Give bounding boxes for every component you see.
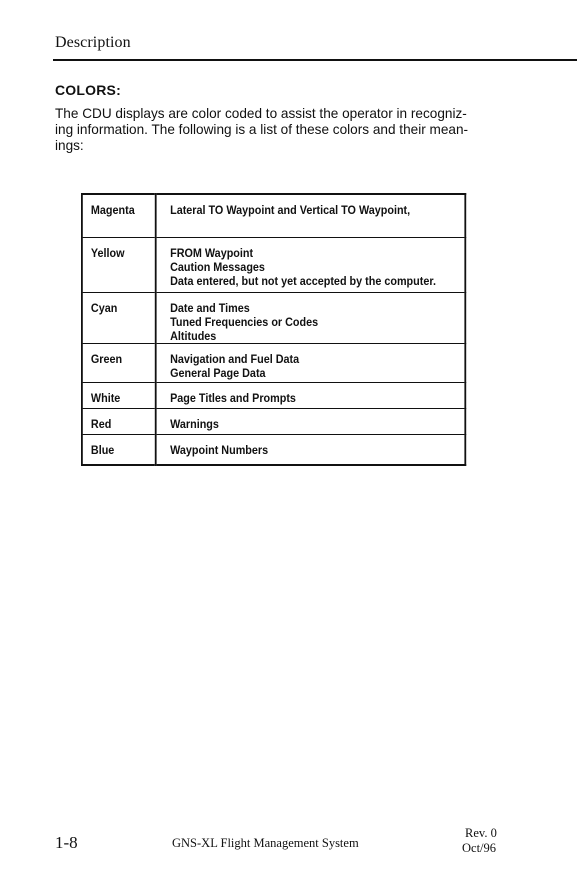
intro-line: ings: [55,138,84,153]
meaning-line: Waypoint Numbers [170,443,269,457]
footer-document-title: GNS-XL Flight Management System [172,836,359,850]
intro-line: The CDU displays are color coded to assist the operator in recogniz- [55,106,467,121]
meaning-line: FROM Waypoint [170,246,254,260]
footer-revision-block [462,826,497,856]
color-name: Magenta [90,203,135,217]
table-row-green [82,344,465,383]
color-name: Cyan [90,301,118,315]
page-number: 1-8 [55,833,78,852]
table-row-magenta [82,194,465,238]
color-name-cell [82,383,156,409]
header-rule [53,59,577,61]
color-name-cell [82,435,156,466]
color-name-cell [82,194,156,238]
table-row-cyan [82,293,465,344]
color-name: Red [90,417,112,431]
footer-date: Oct/96 [462,841,497,855]
meaning-line: Lateral TO Waypoint and Vertical TO Waypoint, [170,203,411,217]
color-name: White [90,391,121,405]
meaning-line: Warnings [170,417,219,431]
intro-line: ing information. The following is a list of these colors and their mean- [55,122,469,137]
page-header-title: Description [55,34,131,51]
table-row-red [82,409,465,435]
meaning-line: Altitudes [170,329,217,343]
meaning-line: Navigation and Fuel Data [170,352,300,366]
color-meaning-cell [156,293,466,344]
meaning-line: Data entered, but not yet accepted by the computer. [170,274,436,288]
meaning-line: Tuned Frequencies or Codes [170,315,319,329]
color-name-cell [82,409,156,435]
color-name: Blue [90,443,115,457]
table-row-yellow [82,238,465,293]
color-meaning-cell [156,238,466,293]
color-meaning-cell [156,435,466,466]
intro-paragraph [55,106,505,154]
color-name-cell [82,238,156,293]
color-meaning-cell [156,409,466,435]
color-meaning-cell [156,344,466,383]
meaning-line: Caution Messages [170,260,265,274]
color-name-cell [82,293,156,344]
meaning-line: General Page Data [170,366,266,380]
color-name: Green [90,352,123,366]
color-name-cell [82,344,156,383]
color-meaning-table [81,193,466,466]
color-name: Yellow [90,246,125,260]
color-meaning-cell [156,383,466,409]
footer-revision: Rev. 0 [465,826,497,840]
section-heading: COLORS: [55,82,121,98]
table-row-blue [82,435,465,466]
meaning-line: Date and Times [170,301,250,315]
meaning-line: Page Titles and Prompts [170,391,296,405]
color-meaning-cell [156,194,466,238]
table-row-white [82,383,465,409]
